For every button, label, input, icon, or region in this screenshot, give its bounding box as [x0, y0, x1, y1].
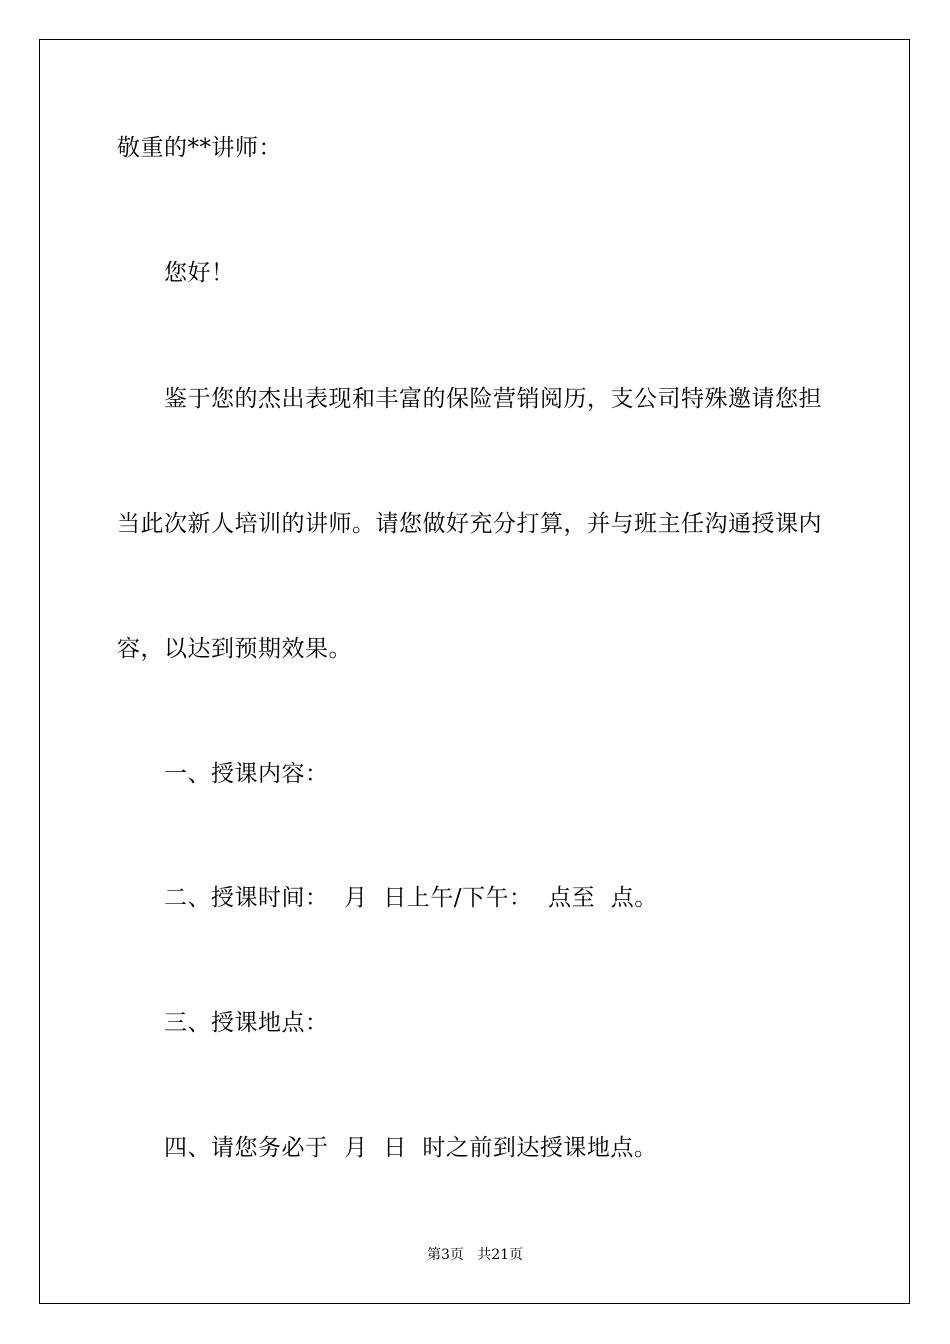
body-line: 容，以达到预期效果。 — [117, 636, 352, 662]
page-number: 第3页 共21页 — [426, 1247, 524, 1263]
item-arrival-deadline: 四、请您务必于 月 日 时之前到达授课地点。 — [164, 1135, 658, 1161]
body-line: 当此次新人培训的讲师。请您做好充分打算，并与班主任沟通授课内 — [117, 511, 822, 537]
salutation: 敬重的**讲师： — [117, 135, 282, 161]
item-teaching-content: 一、授课内容： — [164, 761, 329, 787]
page-border — [39, 39, 910, 1304]
greeting: 您好！ — [164, 260, 235, 286]
item-teaching-time: 二、授课时间： 月 日上午/下午： 点至 点。 — [164, 885, 658, 911]
body-line: 鉴于您的杰出表现和丰富的保险营销阅历，支公司特殊邀请您担 — [164, 386, 822, 412]
item-teaching-location: 三、授课地点： — [164, 1010, 329, 1036]
